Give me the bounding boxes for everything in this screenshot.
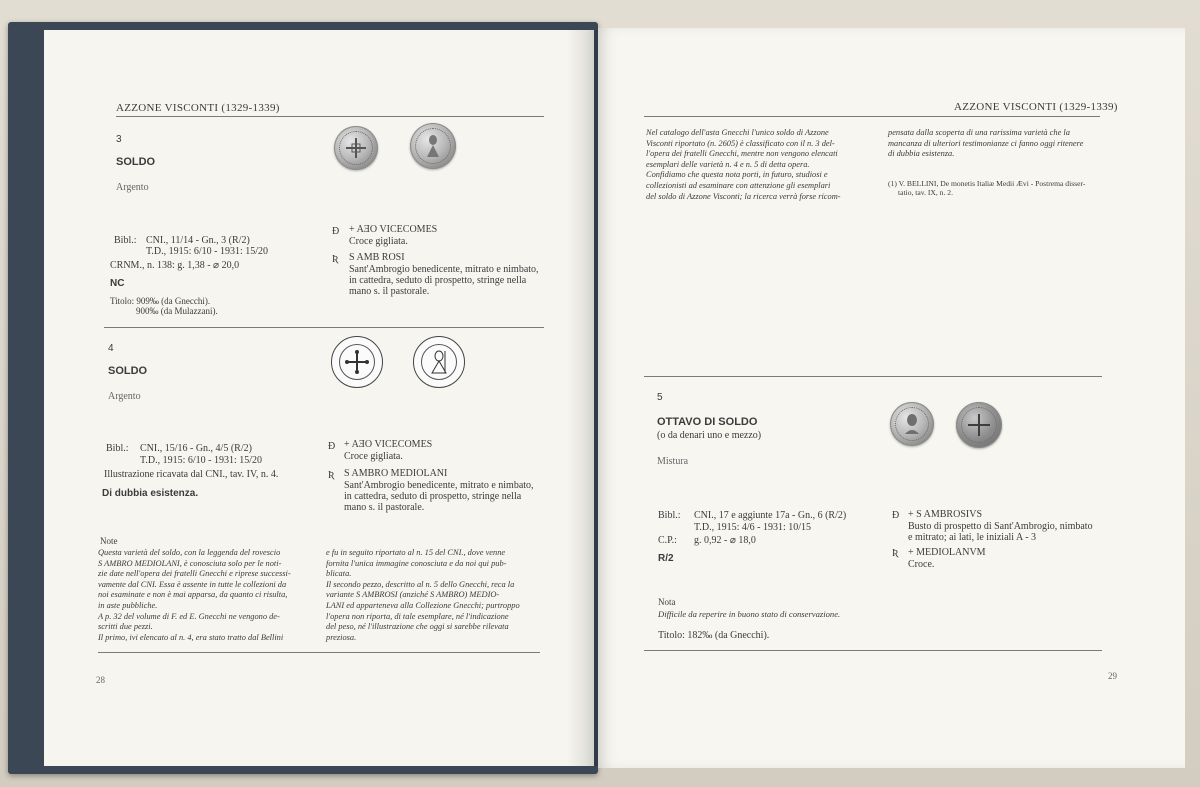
- note-line: Questa varietà del soldo, con la leggenda del rovescio: [98, 548, 281, 557]
- reverse-description: mano s. il pastorale.: [344, 502, 425, 513]
- entry-title: SOLDO: [116, 156, 156, 168]
- reverse-legend: + MEDIOLANVM: [908, 547, 986, 558]
- coin-drawing-obverse-icon: [331, 336, 383, 388]
- section-rule: [644, 376, 1102, 377]
- obverse-legend: + S AMBROSIVS: [908, 509, 982, 520]
- running-head-left: AZZONE VISCONTI (1329-1339): [116, 102, 280, 114]
- bibliography-line: CNI., 11/14 - Gn., 3 (R/2): [146, 235, 250, 246]
- note-line: e fu in seguito riportato al n. 15 del CNI., dove venne: [326, 548, 506, 557]
- bibliography-label: Bibl.:: [114, 235, 137, 246]
- text-line: Visconti riportato (n. 2605) è classificato con il n. 3 del-: [646, 138, 835, 148]
- note-line: preziosa.: [326, 632, 357, 642]
- note-line: LANI ed apparteneva alla Collezione Gnecchi; purtroppo: [326, 600, 520, 610]
- text-line: mancanza di ulteriori testimonianze ci fanno oggi ritenere: [888, 138, 1084, 148]
- illustration-note: Illustrazione ricavata dal CNI., tav. IV, n. 4.: [104, 469, 279, 480]
- text-line: del soldo di Azzone Visconti; la ricerca verrà forse ricom-: [646, 191, 841, 201]
- coin-photo-obverse-icon: [890, 402, 934, 446]
- bibliography-label: Bibl.:: [106, 443, 129, 454]
- footnote: tatio, tav. IX, n. 2.: [898, 188, 953, 197]
- bibliography-label: Bibl.:: [658, 510, 681, 521]
- note-line: del peso, né l'illustrazione che oggi si sarebbe rilevata: [326, 622, 509, 632]
- text-column-right: [888, 128, 1108, 160]
- note-line: zie date nell'opera dei fratelli Gnecchi e riprese successi-: [98, 569, 291, 579]
- reverse-description: Croce.: [908, 559, 935, 570]
- rarity: NC: [110, 278, 125, 289]
- reverse-symbol: Ʀ: [892, 548, 898, 559]
- obverse-symbol: Ɖ: [892, 510, 900, 521]
- reverse-legend: S AMB ROSI: [349, 252, 405, 263]
- obverse-legend: + AƎO VICECOMES: [349, 224, 438, 235]
- text-line: esemplari delle varietà n. 4 e n. 5 di detta opera.: [646, 159, 810, 169]
- text-line: Confidiamo che questa nota porti, in futuro, studiosi e: [646, 170, 828, 180]
- note-line: blicata.: [326, 569, 352, 579]
- note-line: fornita l'unica immagine conosciuta e da noi qui pub-: [326, 558, 507, 568]
- cp-value: g. 0,92 - ⌀ 18,0: [694, 535, 756, 546]
- obverse-description: Croce gigliata.: [344, 451, 403, 462]
- coin-photo-obverse-icon: [334, 126, 378, 170]
- entry-title: OTTAVO DI SOLDO: [657, 416, 758, 428]
- entry-title: SOLDO: [108, 365, 148, 377]
- note-text: Difficile da reperire in buono stato di conservazione.: [658, 609, 841, 619]
- reverse-description: Sant'Ambrogio benedicente, mitrato e nimbato,: [349, 264, 539, 275]
- note-label: Nota: [658, 597, 676, 607]
- reverse-description: in cattedra, seduto di prospetto, stringe nella: [344, 491, 522, 502]
- reverse-symbol: Ʀ: [332, 254, 338, 265]
- bottom-rule-right: [644, 650, 1102, 651]
- note-line: variante S AMBROSI (anziché S AMBRO) MEDIO-: [326, 590, 500, 600]
- entry-subtitle: (o da denari uno e mezzo): [657, 430, 762, 441]
- entry-number: 5: [657, 392, 663, 403]
- obverse-description: Croce gigliata.: [349, 236, 408, 247]
- text-line: collezionisti ad esaminare con attenzione gli esemplari: [646, 180, 831, 190]
- note-line: l'opera non riporta, di tale esemplare, né l'indicazione: [326, 611, 509, 621]
- left-page: [44, 30, 594, 766]
- text-line: pensata dalla scoperta di una rarissima varietà che la: [888, 128, 1070, 137]
- rarity: R/2: [658, 553, 674, 564]
- titolo-line: 900‰ (da Mulazzani).: [136, 306, 218, 316]
- note-line: S AMBRO MEDIOLANI, è conosciuta solo per le noti-: [98, 558, 282, 568]
- obverse-legend: + AƎO VICECOMES: [344, 439, 433, 450]
- crnm-reference: CRNM., n. 138: g. 1,38 - ⌀ 20,0: [110, 260, 240, 271]
- coin-drawing-reverse-icon: [413, 336, 465, 388]
- note-label: Note: [100, 536, 118, 546]
- page-number-right: 29: [1108, 671, 1117, 681]
- note-line: Il secondo pezzo, descritto al n. 5 dello Gnecchi, reca la: [326, 579, 515, 589]
- note-column-left: [98, 548, 308, 643]
- entry-number: 3: [116, 134, 122, 145]
- cp-label: C.P.:: [658, 535, 677, 546]
- bibliography-line: T.D., 1915: 4/6 - 1931: 10/15: [694, 522, 812, 533]
- header-rule-right: [644, 116, 1100, 117]
- book-gutter: [566, 30, 598, 766]
- entry-number: 4: [108, 343, 114, 354]
- bibliography-line: T.D., 1915: 6/10 - 1931: 15/20: [146, 246, 269, 257]
- note-line: vamente dal CNI. Essa è assente in tutte le collezioni da: [98, 579, 287, 589]
- text-column-left: [646, 128, 876, 202]
- bibliography-line: CNI., 17 e aggiunte 17a - Gn., 6 (R/2): [694, 510, 847, 521]
- entry-metal: Argento: [108, 391, 141, 402]
- note-line: A p. 32 del volume di F. ed E. Gnecchi ne vengono de-: [98, 611, 280, 621]
- reverse-description: in cattedra, seduto di prospetto, stringe nella: [349, 275, 527, 286]
- text-line: l'opera dei fratelli Gnecchi, mentre non vengono elencati: [646, 149, 838, 159]
- note-line: scritti due pezzi.: [98, 622, 153, 632]
- obverse-symbol: Ɖ: [332, 226, 340, 237]
- reverse-description: Sant'Ambrogio benedicente, mitrato e nimbato,: [344, 480, 534, 491]
- obverse-description: Busto di prospetto di Sant'Ambrogio, nimbato: [908, 521, 1093, 532]
- right-page: [598, 28, 1185, 768]
- bottom-rule-left: [98, 652, 540, 653]
- bibliography-line: CNI., 15/16 - Gn., 4/5 (R/2): [140, 443, 252, 454]
- bibliography-line: T.D., 1915: 6/10 - 1931: 15/20: [140, 455, 263, 466]
- titolo-line: Titolo: 182‰ (da Gnecchi).: [658, 630, 770, 641]
- reverse-symbol: Ʀ: [328, 470, 334, 481]
- dubious-note: Di dubbia esistenza.: [102, 488, 199, 499]
- text-line: Nel catalogo dell'asta Gnecchi l'unico soldo di Azzone: [646, 128, 829, 137]
- coin-photo-reverse-icon: [956, 402, 1002, 448]
- reverse-description: mano s. il pastorale.: [349, 286, 430, 297]
- header-rule-left: [116, 116, 544, 117]
- obverse-symbol: Ɖ: [328, 441, 336, 452]
- titolo-line: Titolo: 909‰ (da Gnecchi).: [110, 296, 211, 306]
- entry-metal: Mistura: [657, 456, 689, 467]
- note-line: noi esaminate e non è mai apparsa, da quanto ci risulta,: [98, 590, 288, 600]
- obverse-description: e mitrato; ai lati, le iniziali A - 3: [908, 532, 1037, 543]
- entry-metal: Argento: [116, 182, 149, 193]
- reverse-legend: S AMBRO MEDIOLANI: [344, 468, 448, 479]
- note-line: in aste pubbliche.: [98, 600, 158, 610]
- footnote: (1) V. BELLINI, De monetis Italiæ Medii Ævi - Postrema disser-: [888, 179, 1086, 188]
- section-rule: [104, 327, 544, 328]
- note-column-right: [326, 548, 546, 643]
- running-head-right: AZZONE VISCONTI (1329-1339): [954, 101, 1118, 113]
- text-line: di dubbia esistenza.: [888, 149, 955, 159]
- page-number-left: 28: [96, 675, 105, 685]
- note-line: Il primo, ivi elencato al n. 4, era stato tratto dal Bellini: [98, 632, 284, 642]
- coin-photo-reverse-icon: [410, 123, 456, 169]
